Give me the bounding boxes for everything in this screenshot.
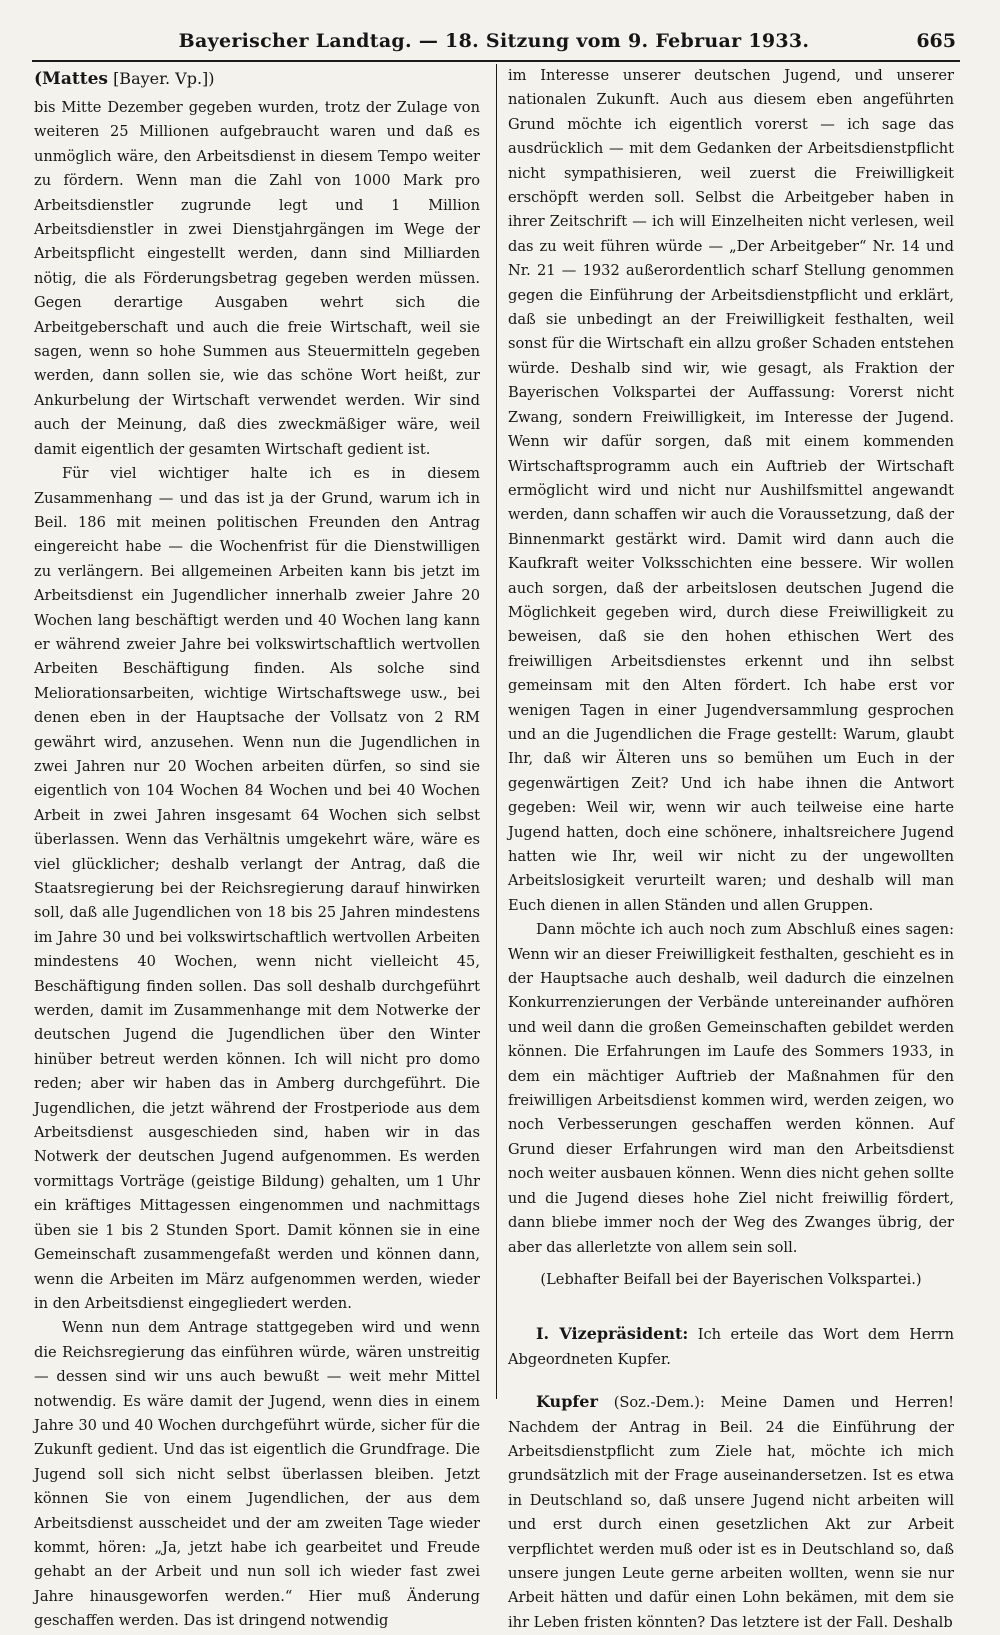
right-column: [508, 64, 954, 1631]
paragraph: im Interesse unserer deutschen Jugend, und unserer nationalen Zukunft. Auch aus diesem eben angeführten Grund möchte ich eigentlich vorerst — ich sage das ausdrücklich — mit dem Gedanken der Arbeitsdienstpflicht nicht sympathisieren, weil zuerst die Freiwilligkeit erschöpft werden soll. Selbst die Arbeitgeber haben in ihrer Zeitschrift — ich will Einzelheiten nicht verlesen, weil das zu weit führen würde — „Der Arbeitgeber“ Nr. 14 und Nr. 21 — 1932 außerordentlich scharf Stellung genommen gegen die Einführung der Arbeitsdienstpflicht und erklärt, daß sie unbedingt an der Freiwilligkeit festhalten, weil sonst für die Wirtschaft ein allzu großer Schaden entstehen würde. Deshalb sind wir, wie gesagt, als Fraktion der Bayerischen Volkspartei der Auffassung: Vorerst nicht Zwang, sondern Freiwilligkeit, im Interesse der Jugend. Wenn wir dafür sorgen, daß mit einem kommenden Wirtschaftsprogramm auch ein Auftrieb der Wirtschaft ermöglicht wird und nicht nur Aushilfsmittel angewandt werden, dann schaffen wir auch die Voraussetzung, daß der Binnenmarkt gestärkt wird. Damit wird dann auch die Kaufkraft weiter Volksschichten eine bessere. Wir wollen auch sorgen, daß der arbeitslosen deutschen Jugend die Möglichkeit gegeben wird, durch diese Freiwilligkeit zu beweisen, daß sie den hohen ethischen Wert des freiwilligen Arbeitsdienstes erkennt und ihn selbst gemeinsam mit den Alten fördert. Ich habe erst vor wenigen Tagen in einer Jugendversammlung gesprochen und an die Jugendlichen die Frage gestellt: Warum, glaubt Ihr, daß wir Älteren uns so bemühen um Euch in der gegenwärtigen Zeit? Und ich habe ihnen die Antwort gegeben: Weil wir, wenn wir auch teilweise eine harte Jugend hatten, doch eine schönere, inhaltsreichere Jugend hatten wie Ihr, weil wir nicht zu der ungewollten Arbeitslosigkeit verurteilt waren; und deshalb will man Euch dienen in allen Ständen und allen Gruppen.: [508, 67, 954, 914]
vice-president-text: Ich erteile das Wort dem Herrn Abgeordneten Kupfer.: [508, 1326, 954, 1368]
page-header: [32, 28, 956, 58]
speaker-party: (Soz.-Dem.):: [613, 1394, 705, 1412]
column-divider: [496, 64, 497, 1399]
speaker-name: Kupfer: [536, 1392, 598, 1412]
left-column: [34, 64, 480, 1630]
speaker-party: [Bayer. Vp.]): [113, 69, 215, 88]
page-number: 665: [916, 30, 956, 52]
running-title: Bayerischer Landtag. — 18. Sitzung vom 9. Februar 1933.: [178, 30, 810, 52]
applause-note: (Lebhafter Beifall bei der Bayerischen Volkspartei.): [540, 1270, 922, 1288]
paragraph: Für viel wichtiger halte ich es in diesem Zusammenhang — und das ist ja der Grund, warum ich in Beil. 186 mit meinen politischen Freunden den Antrag eingereicht habe — die Wochenfrist für die Dienstwilligen zu verlängern. Bei allgemeinen Arbeiten kann bis jetzt im Arbeitsdienst ein Jugendlicher innerhalb zweier Jahre 20 Wochen lang beschäftigt werden und 40 Wochen lang kann er während zweier Jahre bei volkswirtschaftlich wertvollen Arbeiten Beschäftigung finden. Als solche sind Meliorationsarbeiten, wichtige Wirtschaftswege usw., bei denen eben in der Hauptsache der Vollsatz von 2 RM gewährt wird, anzusehen. Wenn nun die Jugendlichen in zwei Jahren nur 20 Wochen arbeiten dürfen, so sind sie eigentlich von 104 Wochen 84 Wochen und bei 40 Wochen Arbeit in zwei Jahren insgesamt 64 Wochen sich selbst überlassen. Wenn das Verhältnis umgekehrt wäre, wäre es viel glücklicher; deshalb verlangt der Antrag, daß die Staatsregierung bei der Reichsregierung darauf hinwirken soll, daß alle Jugendlichen von 18 bis 25 Jahren mindestens im Jahre 30 und bei volkswirtschaftlich wertvollen Arbeiten mindestens 40 Wochen, wenn nicht vielleicht 45, Beschäftigung finden sollen. Das soll deshalb durchgeführt werden, damit im Zusammenhange mit dem Notwerke der deutschen Jugend die Jugendlichen über den Winter hinüber betreut werden können. Ich will nicht pro domo reden; aber wir haben das in Amberg durchgeführt. Die Jugendlichen, die jetzt während der Frostperiode aus dem Arbeitsdienst ausgeschieden sind, haben wir in das Notwerk der deutschen Jugend aufgenommen. Es werden vormittags Vorträge (geistige Bildung) gehalten, um 1 Uhr ein kräftiges Mittagessen eingenommen und nachmittags üben sie 1 bis 2 Stunden Sport. Damit können sie in eine Gemeinschaft zusammengefaßt werden und können dann, wenn die Arbeiten im März aufgenommen werden, wieder in den Arbeitsdienst eingegliedert werden.: [34, 465, 480, 1312]
paragraph: bis Mitte Dezember gegeben wurden, trotz der Zulage von weiteren 25 Millionen aufgebraucht waren und daß es unmöglich wäre, den Arbeitsdienst in diesem Tempo weiter zu fördern. Wenn man die Zahl von 1000 Mark pro Arbeitsdienstler zugrunde legt und 1 Million Arbeitsdienstler in zwei Dienstjahrgängen im Wege der Arbeitspflicht eingestellt werden, dann sind Milliarden nötig, die als Förderungsbetrag gegeben werden müssen. Gegen derartige Ausgaben wehrt sich die Arbeitgeberschaft und auch die freie Wirtschaft, weil sie sagen, wenn so hohe Summen aus Steuermitteln gegeben werden, dann sollen sie, wie das schöne Wort heißt, zur Ankurbelung der Wirtschaft verwendet werden. Wir sind auch der Meinung, daß dies zweckmäßiger wäre, weil damit eigentlich der gesamten Wirtschaft gedient ist.: [34, 99, 480, 458]
speaker-name: (Mattes: [34, 69, 108, 89]
vice-president-title: I. Vizepräsident:: [536, 1324, 689, 1344]
paragraph: Dann möchte ich auch noch zum Abschluß eines sagen: Wenn wir an dieser Freiwilligkeit festhalten, geschieht es in der Hauptsache auch deshalb, weil dadurch die einzelnen Konkurrenzierungen der Verbände untereinander aufhören und weil dann die großen Gemeinschaften gebildet werden können. Die Erfahrungen im Laufe des Sommers 1933, in dem ein mächtiger Auftrieb der Maßnahmen für den freiwilligen Arbeitsdienst kommen wird, werden zeigen, wo noch Verbesserungen geschaffen werden können. Auf Grund dieser Erfahrungen wird man den Arbeitsdienst noch weiter ausbauen können. Wenn dies nicht gehen sollte und die Jugend dieses hohe Ziel nicht freiwillig fördert, dann bliebe immer noch der Weg des Zwanges übrig, der aber das allerletzte von allem sein soll.: [508, 921, 954, 1256]
paragraph: Wenn nun dem Antrage stattgegeben wird und wenn die Reichsregierung das einführen würde, wären unstreitig — dessen sind wir uns auch bewußt — weit mehr Mittel notwendig. Es wäre damit der Jugend, wenn dies in einem Jahre 30 und 40 Wochen durchgeführt würde, sicher für die Zukunft gedient. Und das ist eigentlich die Grundfrage. Die Jugend soll sich nicht selbst überlassen bleiben. Jetzt können Sie von einem Jugendlichen, der aus dem Arbeitsdienst ausscheidet und der am zweiten Tage wieder kommt, hören: „Ja, jetzt habe ich gearbeitet und Freude gehabt an der Arbeit und nun soll ich wieder fast zwei Jahre hinausgeworfen werden.“ Hier muß Änderung geschaffen werden. Das ist dringend notwendig: [34, 1319, 480, 1630]
vice-president-remark: [508, 1322, 954, 1372]
speaker-paragraph: [508, 1390, 954, 1635]
speech-text: Meine Damen und Herren! Nachdem der Antrag in Beil. 24 die Einführung der Arbeitsdienstpflicht zum Ziele hat, möchte ich mich grundsätzlich mit der Frage auseinandersetzen. Ist es etwa in Deutschland so, daß unsere Jugend nicht arbeiten will und erst durch einen gesetzlichen Akt zur Arbeit verpflichtet werden muß oder ist es in Deutschland so, daß unsere jungen Leute gerne arbeiten wollten, wenn sie nur Arbeit hätten und dafür einen Lohn bekämen, mit dem sie ihr Leben fristen könnten? Das letztere ist der Fall. Deshalb: [508, 1394, 954, 1631]
speaker-heading: [34, 64, 480, 94]
header-rule: [32, 60, 960, 62]
